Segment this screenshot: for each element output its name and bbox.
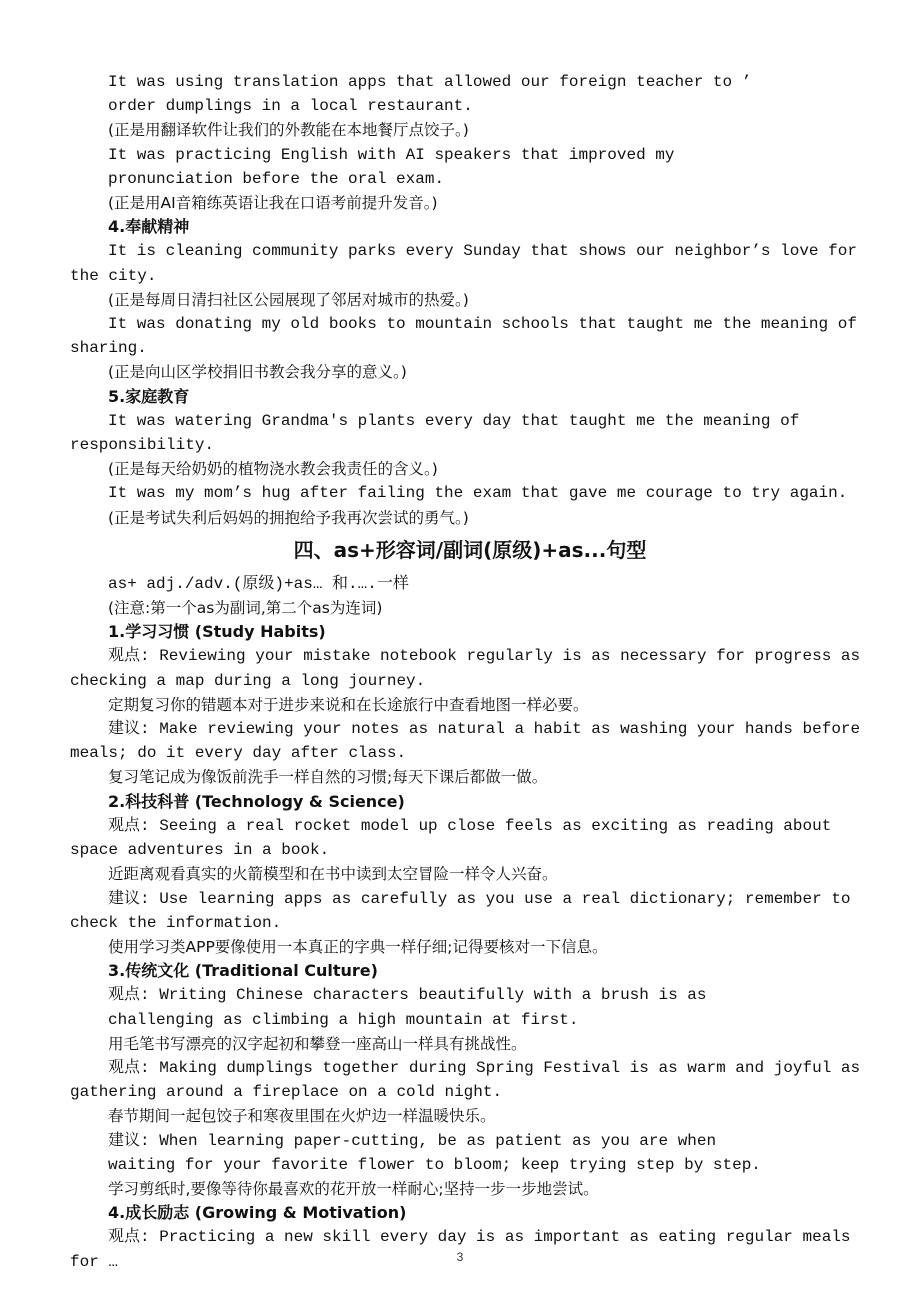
text-line: It was watering Grandma's plants every day that taught me the meaning of responsibility. <box>70 411 800 455</box>
text-line: 观点: Practicing a new skill every day is as important as eating regular meals for … <box>70 1228 851 1271</box>
topic-heading: 2.科技科普 (Technology & Science) <box>108 791 405 811</box>
text-line: It was practicing English with AI speakers that improved my <box>108 145 675 164</box>
text-line: 用毛笔书写漂亮的汉字起初和攀登一座高山一样具有挑战性。 <box>108 1034 527 1053</box>
section-title: 四、as+形容词/副词(原级)+as...句型 <box>293 537 647 562</box>
text-line: challenging as climbing a high mountain at first. <box>108 1010 579 1029</box>
text-line: waiting for your favorite flower to bloom; keep trying step by step. <box>108 1155 761 1174</box>
text-line: It was my mom’s hug after failing the exam that gave me courage to try again. <box>108 484 848 503</box>
text-line: 观点: Reviewing your mistake notebook regularly is as necessary for progress as checking a map during a long journey. <box>70 647 861 690</box>
text-line: It was donating my old books to mountain schools that taught me the meaning of sharing. <box>70 315 857 358</box>
text-line: 使用学习类APP要像使用一本真正的字典一样仔细;记得要核对一下信息。 <box>108 937 608 956</box>
text-line: (正是用AI音箱练英语让我在口语考前提升发音。) <box>108 194 438 213</box>
section-heading: 4.奉献精神 <box>108 217 190 237</box>
text-line: (正是每天给奶奶的植物浇水教会我责任的含义。) <box>108 460 438 479</box>
text-line: (正是考试失利后妈妈的拥抱给予我再次尝试的勇气。) <box>108 508 469 527</box>
text-line: It was using translation apps that allowed our foreign teacher to ’ <box>108 73 752 91</box>
text-line: 定期复习你的错题本对于进步来说和在长途旅行中查看地图一样必要。 <box>108 695 589 714</box>
text-line: order dumplings in a local restaurant. <box>108 97 473 116</box>
topic-heading: 4.成长励志 (Growing & Motivation) <box>108 1203 407 1223</box>
text-line: pronunciation before the oral exam. <box>108 169 445 188</box>
topic-heading: 3.传统文化 (Traditional Culture) <box>108 961 378 981</box>
text-line: 建议: When learning paper-cutting, be as patient as you are when <box>108 1131 717 1150</box>
page-number: 3 <box>456 1250 464 1264</box>
text-line: 观点: Writing Chinese characters beautifully with a brush is as <box>108 986 707 1005</box>
text-line: (正是向山区学校捐旧书教会我分享的意义。) <box>108 363 407 382</box>
text-line: It is cleaning community parks every Sunday that shows our neighbor’s love for the city. <box>70 242 857 285</box>
text-line: 建议: Use learning apps as carefully as you use a real dictionary; remember to check the information. <box>70 889 851 932</box>
text-line: 学习剪纸时,要像等待你最喜欢的花开放一样耐心;坚持一步一步地尝试。 <box>108 1179 599 1198</box>
section-heading: 5.家庭教育 <box>108 386 190 406</box>
text-line: 观点: Making dumplings together during Spring Festival is as warm and joyful as gathering around a fireplace on a cold night. <box>70 1058 861 1102</box>
text-line: (正是每周日清扫社区公园展现了邻居对城市的热爱。) <box>108 290 469 309</box>
text-line: 近距离观看真实的火箭模型和在书中读到太空冒险一样令人兴奋。 <box>108 865 558 884</box>
text-line: 建议: Make reviewing your notes as natural a habit as washing your hands before meals; do it every day after class. <box>70 720 861 763</box>
text-line: 春节期间一起包饺子和寒夜里围在火炉边一样温暖快乐。 <box>108 1107 496 1126</box>
intro-line: as+ adj./adv.(原级)+as… 和.….一样 <box>108 574 409 593</box>
text-line: 观点: Seeing a real rocket model up close feels as exciting as reading about space adventures in a book. <box>70 816 832 860</box>
document-page <box>70 70 870 1274</box>
intro-line: (注意:第一个as为副词,第二个as为连词) <box>108 599 383 618</box>
text-line: (正是用翻译软件让我们的外教能在本地餐厅点饺子。) <box>108 121 469 140</box>
text-line: 复习笔记成为像饭前洗手一样自然的习惯;每天下课后都做一做。 <box>108 768 548 787</box>
topic-heading: 1.学习习惯 (Study Habits) <box>108 622 326 642</box>
